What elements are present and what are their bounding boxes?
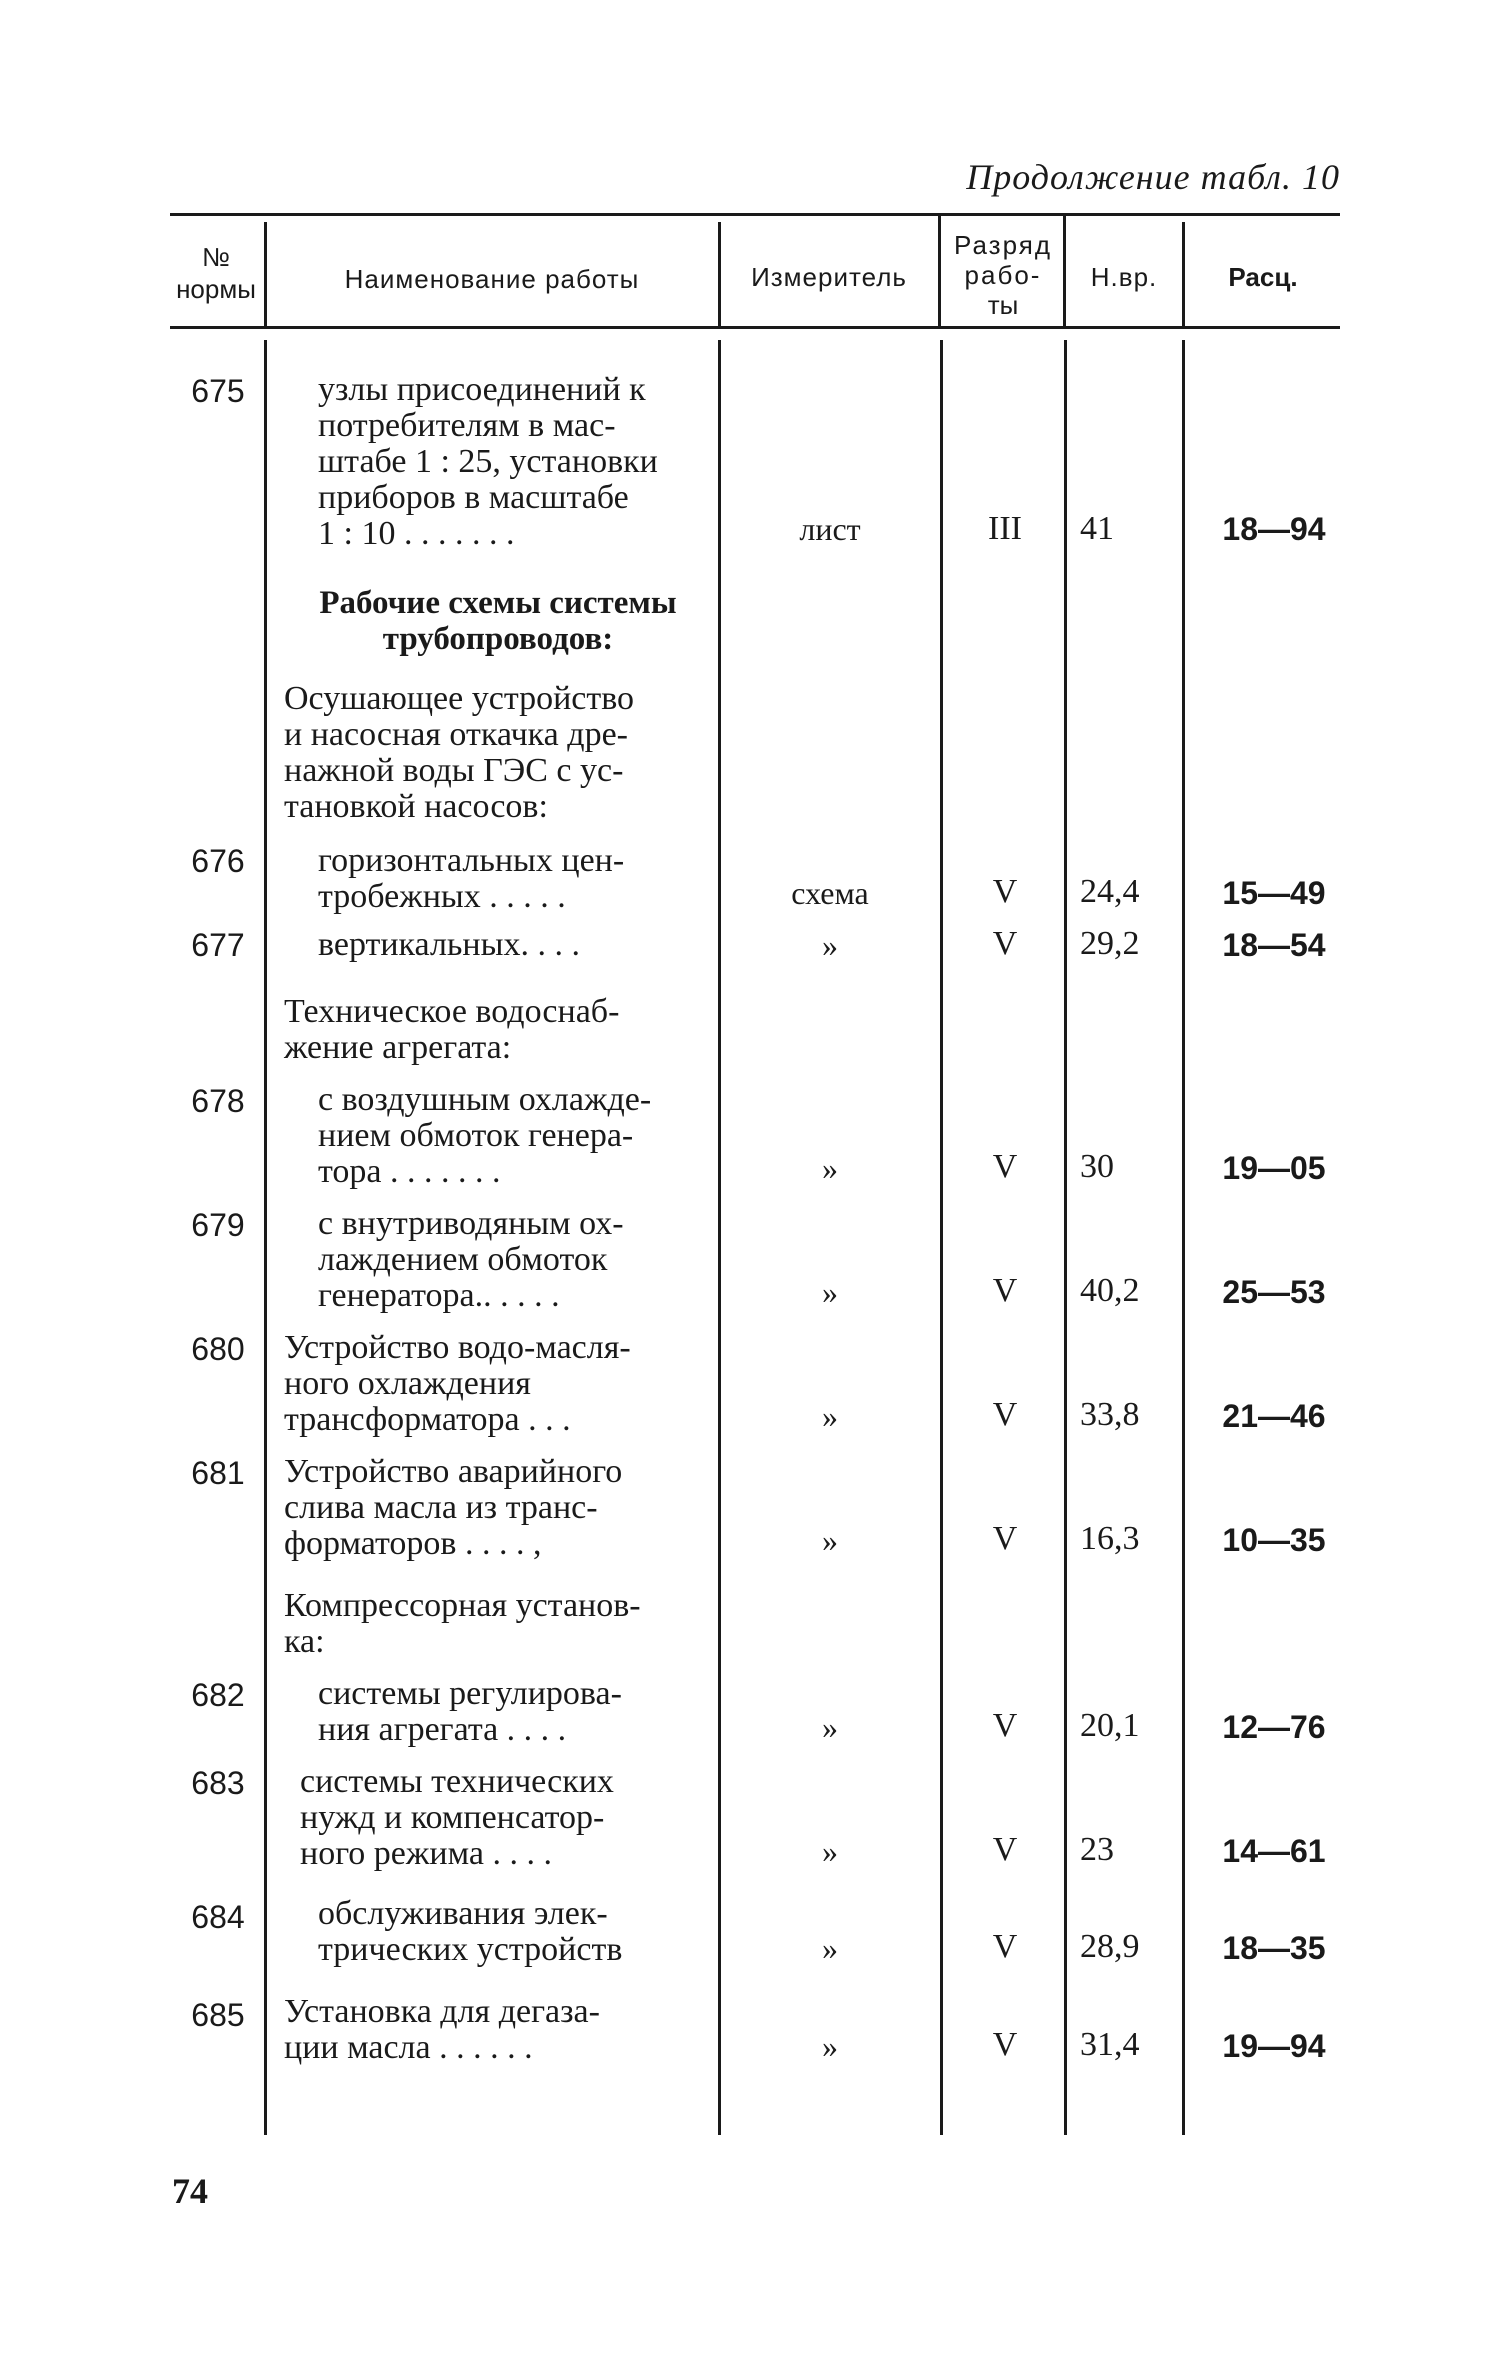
description-line: Устройство аварийного [284,1453,623,1490]
work-description [318,1082,713,1190]
norm-number: 676 [191,843,245,879]
norm-number: 684 [191,1899,245,1935]
rate-cell: 10—35 [1222,1522,1326,1558]
time-norm-cell: 41 [1080,510,1114,547]
work-description [318,1206,713,1314]
description-line: горизонтальных цен- [318,842,625,879]
work-description [300,1764,712,1872]
time-norm-cell: 16,3 [1080,1520,1140,1557]
unit-cell: » [822,1150,838,1186]
rate-cell: 18—54 [1222,927,1326,963]
time-norm-cell: 30 [1080,1148,1114,1185]
description-line: с внутриводяным ох- [318,1205,624,1242]
description-line: трансформатора . . . [284,1401,571,1438]
grade-cell: V [992,1520,1018,1557]
description-line: системы регулирова- [318,1675,622,1712]
grade-cell: V [992,1396,1018,1433]
rate-cell: 15—49 [1222,875,1326,911]
rate-cell: 12—76 [1222,1709,1326,1745]
description-line: трических устройств [318,1931,623,1968]
time-norm-cell: 28,9 [1080,1928,1140,1965]
unit-cell: » [822,2028,838,2064]
norm-number: 682 [191,1677,245,1713]
description-line: генератора.. . . . . [318,1277,560,1314]
header-grade-line1: Разряд [954,230,1052,260]
norm-number: 683 [191,1765,245,1801]
rate-cell: 19—94 [1222,2028,1326,2064]
table-top-rule [170,213,1340,216]
description-line: ния агрегата . . . . [318,1711,567,1748]
group-heading [284,1588,712,1660]
unit-cell: » [822,927,838,963]
description-line: тора . . . . . . . [318,1153,501,1190]
rate-cell: 25—53 [1222,1274,1326,1310]
norm-number: 675 [191,373,245,409]
norm-number: 685 [191,1997,245,2033]
unit-cell: » [822,1930,838,1966]
header-divider [718,222,721,328]
rate-cell: 21—46 [1222,1398,1326,1434]
work-description [318,843,713,915]
unit-cell: » [822,1398,838,1434]
group-heading [284,681,712,825]
column-divider [718,340,721,2135]
rate-cell: 14—61 [1222,1833,1326,1869]
group-line: Компрессорная установ- [284,1587,641,1624]
norm-number: 678 [191,1083,245,1119]
work-description [318,927,713,963]
group-heading [284,994,712,1066]
time-norm-cell: 24,4 [1080,873,1140,910]
grade-cell: V [992,1148,1018,1185]
header-divider [264,222,267,328]
description-line: ции масла . . . . . . [284,2029,533,2066]
rate-cell: 19—05 [1222,1150,1326,1186]
description-line: нием обмоток генера- [318,1117,634,1154]
grade-cell: V [992,925,1018,962]
norm-number: 681 [191,1455,245,1491]
heading-line: Рабочие схемы системы [319,585,677,621]
table-continuation-caption: Продолжение табл. 10 [966,157,1340,197]
description-line: Установка для дегаза- [284,1993,600,2030]
unit-cell: » [822,1833,838,1869]
time-norm-cell: 31,4 [1080,2026,1140,2063]
work-description [318,372,713,552]
norm-number: 677 [191,927,245,963]
header-no-symbol: № [202,242,230,272]
time-norm-cell: 23 [1080,1831,1114,1868]
section-heading [284,585,712,657]
description-line: Устройство водо-масля- [284,1329,631,1366]
work-description [284,1330,712,1438]
header-work-name: Наименование работы [344,264,640,294]
description-line: приборов в масштабе [318,479,629,516]
grade-cell: V [992,1831,1018,1868]
description-line: слива масла из транс- [284,1489,598,1526]
group-line: нажной воды ГЭС с ус- [284,752,624,789]
work-description [284,1454,712,1562]
unit-cell: » [822,1522,838,1558]
group-line: Осушающее устройство [284,680,635,717]
work-description [318,1896,713,1968]
work-description [284,1994,712,2066]
description-line: обслуживания элек- [318,1895,608,1932]
time-norm-cell: 40,2 [1080,1272,1140,1309]
description-line: ного охлаждения [284,1365,531,1402]
work-description [318,1676,713,1748]
grade-cell: V [992,1928,1018,1965]
rate-cell: 18—35 [1222,1930,1326,1966]
description-line: ного режима . . . . [300,1835,552,1872]
group-line: ка: [284,1623,325,1660]
description-line: лаждением обмоток [318,1241,608,1278]
description-line: вертикальных. . . . [318,926,580,963]
table-header-rule [170,326,1340,329]
description-line: узлы присоединений к [318,371,646,408]
description-line: системы технических [300,1763,614,1800]
description-line: форматоров . . . . , [284,1525,542,1562]
header-time-norm: Н.вр. [1090,262,1158,292]
group-line: Техническое водоснаб- [284,993,620,1030]
group-line: тановкой насосов: [284,788,548,825]
group-line: жение агрегата: [284,1029,512,1066]
column-divider [940,340,943,2135]
unit-cell: » [822,1274,838,1310]
grade-cell: V [992,1272,1018,1309]
header-divider [1182,222,1185,328]
description-line: потребителям в мас- [318,407,616,444]
grade-cell: V [992,2026,1018,2063]
description-line: с воздушным охлажде- [318,1081,652,1118]
unit-cell: схема [791,875,869,911]
header-rate: Расц. [1228,262,1298,292]
time-norm-cell: 20,1 [1080,1707,1140,1744]
header-divider [938,216,941,326]
header-grade-line2: рабо- [964,260,1042,290]
description-line: штабе 1 : 25, установки [318,443,658,480]
grade-cell: V [992,873,1018,910]
heading-line: трубопроводов: [382,621,614,657]
grade-cell: III [988,510,1022,547]
norm-number: 680 [191,1331,245,1367]
grade-cell: V [992,1707,1018,1744]
header-grade-line3: ты [987,290,1019,320]
page-number: 74 [172,2171,208,2211]
time-norm-cell: 29,2 [1080,925,1140,962]
group-line: и насосная откачка дре- [284,716,628,753]
unit-cell: » [822,1709,838,1745]
header-no-label: нормы [176,274,256,304]
unit-cell: лист [799,511,861,547]
description-line: тробежных . . . . . [318,878,566,915]
norm-number: 679 [191,1207,245,1243]
description-line: 1 : 10 . . . . . . . [318,515,515,552]
time-norm-cell: 33,8 [1080,1396,1140,1433]
rate-cell: 18—94 [1222,511,1326,547]
header-unit: Измеритель [751,262,907,292]
description-line: нужд и компенсатор- [300,1799,605,1836]
